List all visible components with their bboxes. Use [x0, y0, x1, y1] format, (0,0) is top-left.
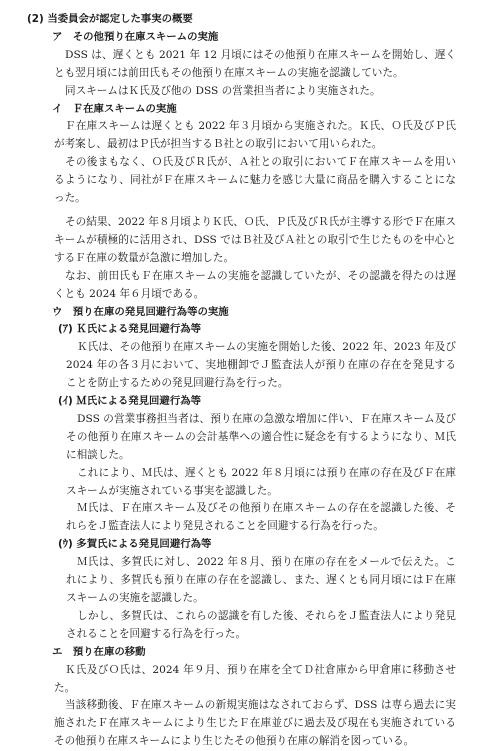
- heading-e: エ 預り在庫の移動: [52, 645, 146, 658]
- paragraph: Ｋ氏は、その他預り在庫スキームの実施を開始した後、2022 年、2023 年及び 2024 年の各３月において、実地棚卸でＪ監査法人が預り在庫の存在を発見することを防止するための発見回避行為を行った。: [66, 341, 456, 390]
- paragraph: DSS の営業事務担当者は、預り在庫の急激な増加に伴い、Ｆ在庫スキーム及びその他預り在庫スキームの会計基準への適合性に疑念を有するようになり、Ｍ氏に相談した。: [66, 412, 456, 461]
- paragraph: 当該移動後、Ｆ在庫スキームの新規実施はなされておらず、DSS は専ら過去に実施されたＦ在庫スキームにより生じたＦ在庫並びに過去及び現在も実施されているその他預り在庫スキームにより生じたその他預り在庫の解消を図っている。: [54, 699, 456, 748]
- paragraph: Ｆ在庫スキームは遅くとも 2022 年３月頃から実施された。Ｋ氏、Ｏ氏及びＰ氏が考案し、最初はＰ氏が担当するＢ社との取引において用いられた。: [54, 120, 456, 151]
- paragraph: DSS は、遅くとも 2021 年 12 月頃にはその他預り在庫スキームを開始し、遅くとも翌月頃には前田氏もその他預り在庫スキームの実施を認識していた。: [54, 48, 456, 79]
- paragraph: これにより、Ｍ氏は、遅くとも 2022 年８月頃には預り在庫の存在及びＦ在庫スキームが実施されている事実を認識した。: [66, 466, 456, 497]
- heading-a: ア その他預り在庫スキームの実施: [52, 30, 219, 43]
- paragraph: その後まもなく、Ｏ氏及びＲ氏が、Ａ社との取引においてＦ在庫スキームを用いるようになり、同社がＦ在庫スキームに魅力を感じ大量に商品を購入することになった。: [54, 156, 456, 205]
- subheading-u1: (ｱ) Ｋ氏による発見回避行為等: [58, 323, 201, 336]
- paragraph: しかし、多賀氏は、これらの認識を有した後、それらをＪ監査法人により発見されることを回避する行為を行った。: [66, 609, 456, 640]
- paragraph: なお、前田氏もＦ在庫スキームの実施を認識していたが、その認識を得たのは遅くとも 2024 年６月頃である。: [54, 269, 456, 300]
- paragraph: Ｋ氏及びＯ氏は、2024 年９月、預り在庫を全てＤ社倉庫から甲倉庫に移動させた。: [54, 663, 456, 694]
- subheading-u2: (ｲ) Ｍ氏による発見回避行為等: [58, 395, 201, 408]
- paragraph: Ｍ氏は、Ｆ在庫スキーム及びその他預り在庫スキームの存在を認識した後、それらをＪ監査法人により発見されることを回避する行為を行った。: [66, 502, 456, 533]
- paragraph: その結果、2022 年８月頃よりＫ氏、Ｏ氏、Ｐ氏及びＲ氏が主導する形でＦ在庫スキームが積極的に活用され、DSS ではＢ社及びＡ社との取引で生じたものを中心とするＦ在庫の数量が急激に増加した。: [54, 215, 456, 264]
- paragraph: Ｍ氏は、多賀氏に対し、2022 年８月、預り在庫の存在をメールで伝えた。これにより、多賀氏も預り在庫の存在を認識し、また、遅くとも同月頃にはＦ在庫スキームの実施を認識した。: [66, 556, 456, 604]
- heading-i: イ Ｆ在庫スキームの実施: [52, 102, 177, 115]
- subheading-u3: (ｳ) 多賀氏による発見回避行為等: [58, 538, 212, 551]
- heading-u: ウ 預り在庫の発見回避行為等の実施: [52, 305, 229, 318]
- section-title: (2) 当委員会が認定した事実の概要: [27, 13, 193, 25]
- paragraph: 同スキームはＫ氏及び他の DSS の営業担当者により実施された。: [65, 84, 381, 97]
